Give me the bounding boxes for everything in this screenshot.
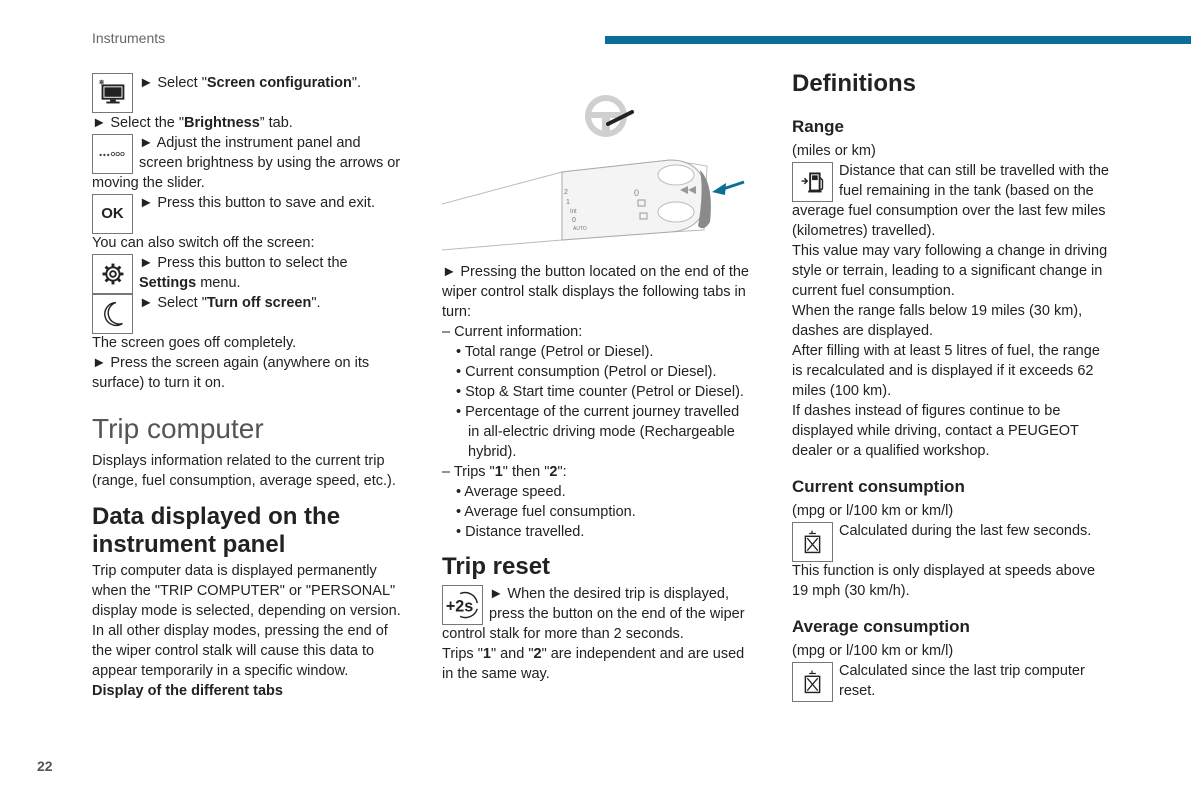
list-item: • Stop & Start time counter (Petrol or Diesel). (456, 384, 744, 400)
range-line1: Distance that can still be travelled with the (839, 163, 1109, 179)
header-accent-bar (605, 36, 1191, 44)
tabs-heading: Display of the different tabs (92, 683, 283, 699)
page-number: 22 (37, 758, 53, 774)
para-line-2: when the "TRIP COMPUTER" or "PERSONAL" (92, 583, 396, 599)
para-line-3: display mode is selected, depending on version. (92, 603, 401, 619)
adjust-brightness-line3: moving the slider. (92, 175, 205, 191)
para-line-5: the wiper control stalk will cause this data to (92, 643, 375, 659)
range-line2: fuel remaining in the tank (based on the (839, 183, 1094, 199)
list-item: • Average speed. (456, 484, 566, 500)
range-text-line: dealer or a qualified workshop. (792, 443, 990, 459)
stalk-label-0: 0 (572, 217, 576, 224)
select-screen-config-text: ► Select "Screen configuration". (139, 75, 362, 91)
pressing-line1: ► Pressing the button located on the end of the (442, 264, 749, 280)
definitions-title: Definitions (792, 70, 916, 97)
range-text-line: After filling with at least 5 litres of fuel, the range (792, 343, 1100, 359)
adjust-brightness-line2: screen brightness by using the arrows or (139, 155, 401, 171)
screen-off-text: The screen goes off completely. (92, 335, 297, 351)
moon-icon (92, 294, 133, 334)
stalk-label-auto: AUTO (573, 226, 587, 232)
independent-line2: in the same way. (442, 666, 550, 682)
pressing-line3: turn: (442, 304, 472, 320)
para-line-1: Trip computer data is displayed permanently (92, 563, 377, 579)
stalk-label-2: 2 (564, 189, 568, 196)
para-line-4: In all other display modes, pressing the end of (92, 623, 388, 639)
list-item-cont: hybrid). (468, 444, 517, 460)
reset-line2: press the button on the end of the wiper (489, 606, 745, 622)
trip-desc-line2: (range, fuel consumption, average speed, etc.). (92, 473, 396, 489)
range-text-line: dashes are displayed. (792, 323, 934, 339)
current-note-line2: 19 mph (30 km/h). (792, 583, 910, 599)
stalk-label-1: 1 (566, 199, 570, 206)
trip-desc-line1: Displays information related to the current trip (92, 453, 385, 469)
range-text-line: If dashes instead of figures continue to be (792, 403, 1061, 419)
reset-line1: ► When the desired trip is displayed, (489, 586, 730, 602)
consumption-icon (792, 522, 833, 562)
ok-button-icon: OK (92, 194, 133, 234)
independent-line1: Trips "1" and "2" are independent and are used (442, 646, 745, 662)
settings-text-line2: Settings menu. (139, 275, 241, 291)
list-item: • Average fuel consumption. (456, 504, 636, 520)
data-displayed-title-line2: instrument panel (92, 531, 286, 558)
average-consumption-title: Average consumption (792, 617, 970, 636)
range-text-line: (kilometres) travelled). (792, 223, 936, 239)
range-text-line: displayed while driving, contact a PEUGEOT (792, 423, 1079, 439)
average-line1: Calculated since the last trip computer (839, 663, 1085, 679)
range-text-line: current fuel consumption. (792, 283, 955, 299)
switch-off-text: You can also switch off the screen: (92, 235, 315, 251)
svg-text:+2s: +2s (445, 597, 474, 616)
settings-text-line1: ► Press this button to select the (139, 255, 348, 271)
range-units: (miles or km) (792, 143, 876, 159)
reset-line3: control stalk for more than 2 seconds. (442, 626, 684, 642)
svg-text:0: 0 (634, 188, 640, 198)
current-consumption-units: (mpg or l/100 km or km/l) (792, 503, 954, 519)
fuel-pump-icon (792, 162, 833, 202)
range-text-line: average fuel consumption over the last few miles (792, 203, 1106, 219)
brightness-tab-text: ► Select the "Brightness” tab. (92, 115, 293, 131)
range-text-line: is recalculated and is displayed if it exceeds 62 (792, 363, 1094, 379)
current-info-item: – Current information: (442, 324, 583, 340)
steering-wheel-icon (585, 95, 632, 137)
screen-config-icon (92, 73, 133, 113)
press-again-line1: ► Press the screen again (anywhere on its (92, 355, 370, 371)
trip-computer-title: Trip computer (92, 413, 264, 444)
average-line2: reset. (839, 683, 876, 699)
list-item: • Percentage of the current journey travelled (456, 404, 740, 420)
para-line-6: appear temporarily in a specific window. (92, 663, 349, 679)
list-item: • Distance travelled. (456, 524, 585, 540)
list-item-cont: in all-electric driving mode (Rechargeable (468, 424, 735, 440)
pressing-line2: wiper control stalk displays the following tabs in (442, 284, 746, 300)
slider-dots-icon (92, 134, 133, 174)
range-text-line: When the range falls below 19 miles (30 km), (792, 303, 1083, 319)
press-again-line2: surface) to turn it on. (92, 375, 225, 391)
average-consumption-icon (792, 662, 833, 702)
range-title: Range (792, 117, 844, 136)
gear-icon (92, 254, 133, 294)
turn-off-screen-text: ► Select "Turn off screen". (139, 295, 321, 311)
average-consumption-units: (mpg or l/100 km or km/l) (792, 643, 954, 659)
list-item: • Total range (Petrol or Diesel). (456, 344, 654, 360)
current-consumption-title: Current consumption (792, 477, 965, 496)
range-text-line: This value may vary following a change in driving (792, 243, 1108, 259)
data-displayed-title-line1: Data displayed on the (92, 503, 341, 530)
plus-two-seconds-icon (442, 585, 483, 625)
current-note-line1: This function is only displayed at speeds above (792, 563, 1096, 579)
stalk-label-int: Int (570, 209, 577, 215)
adjust-brightness-line1: ► Adjust the instrument panel and (139, 135, 361, 151)
ok-save-text: ► Press this button to save and exit. (139, 195, 376, 211)
current-consumption-desc: Calculated during the last few seconds. (839, 523, 1092, 539)
trips-item: – Trips "1" then "2": (442, 464, 567, 480)
list-item: • Current consumption (Petrol or Diesel). (456, 364, 717, 380)
wiper-stalk-illustration (442, 92, 752, 257)
trip-reset-title: Trip reset (442, 553, 551, 580)
section-header: Instruments (92, 30, 166, 46)
range-text-line: miles (100 km). (792, 383, 892, 399)
range-text-line: style or terrain, leading to a significant change in (792, 263, 1103, 279)
